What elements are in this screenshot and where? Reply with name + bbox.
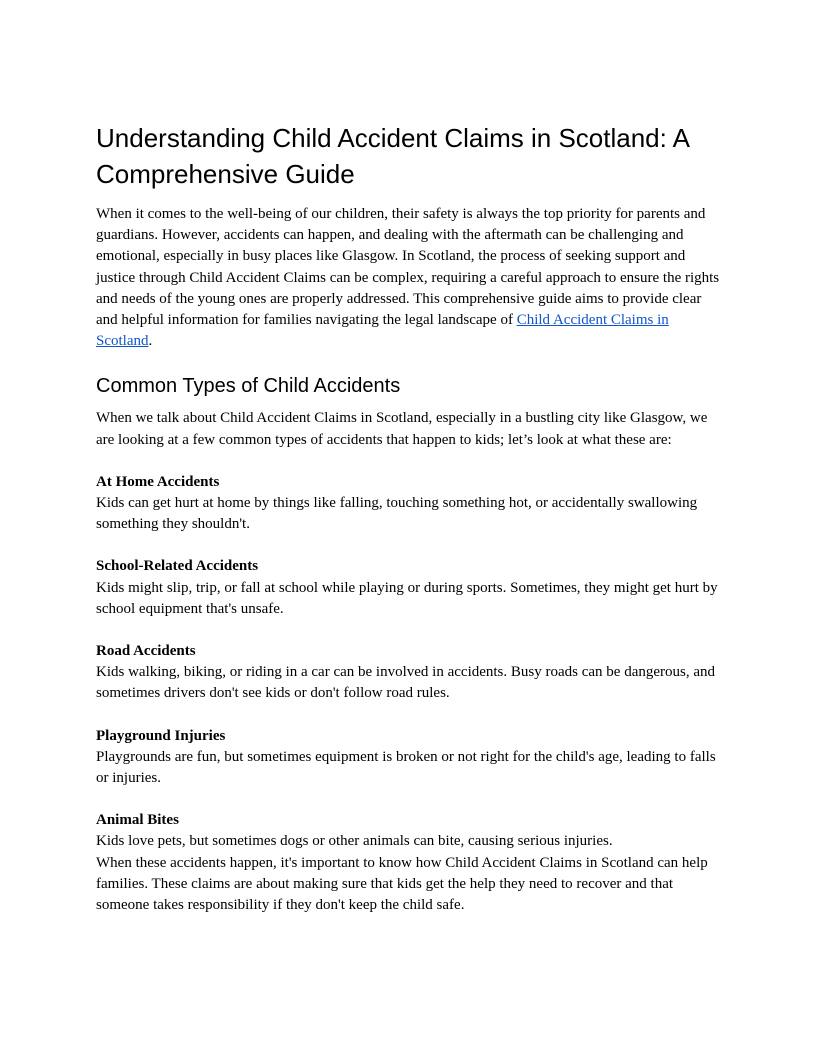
- common-types-intro: When we talk about Child Accident Claims in Scotland, especially in a bustling city like Glasgow, we are looking at a few common types of accidents that happen to kids; let’s look at what these are:: [96, 410, 708, 448]
- accident-type-home: [96, 472, 720, 536]
- accident-type-animal: [96, 810, 720, 916]
- accident-type-body: Kids walking, biking, or riding in a car can be involved in accidents. Busy roads can be dangerous, and sometimes drivers don't see kids or don't follow road rules.: [96, 664, 716, 702]
- intro-paragraph: [96, 204, 720, 352]
- accident-type-title: Animal Bites: [96, 812, 179, 829]
- intro-text-end: .: [148, 333, 153, 350]
- accident-type-title: School-Related Accidents: [96, 558, 259, 575]
- page-title: Understanding Child Accident Claims in Scotland: A Comprehensive Guide: [96, 123, 689, 189]
- accident-type-body: Kids might slip, trip, or fall at school while playing or during sports. Sometimes, they might get hurt by school equipment that's unsafe.: [96, 579, 718, 617]
- accident-type-school: [96, 556, 720, 620]
- accident-type-title: Road Accidents: [96, 643, 196, 660]
- accident-type-title: At Home Accidents: [96, 473, 220, 490]
- accident-type-body: Kids love pets, but sometimes dogs or other animals can bite, causing serious injuries.: [96, 833, 613, 850]
- accident-type-body: Kids can get hurt at home by things like falling, touching something hot, or accidentally swallowing something they shouldn't.: [96, 495, 698, 533]
- closing-paragraph: When these accidents happen, it's important to know how Child Accident Claims in Scotland can help families. These claims are about making sure that kids get the help they need to recover and that someone takes responsibility if they don't keep the child safe.: [96, 854, 708, 914]
- accident-type-playground: [96, 726, 720, 790]
- accident-type-road: [96, 641, 720, 705]
- intro-text: When it comes to the well-being of our children, their safety is always the top priority for parents and guardians. However, accidents can happen, and dealing with the aftermath can be challenging and emotional, especially in busy places like Glasgow. In Scotland, the process of seeking support and justice through Child Accident Claims can be complex, requiring a careful approach to ensure the rights and needs of the young ones are properly addressed. This comprehensive guide aims to provide clear and helpful information for families navigating the legal landscape of: [96, 206, 720, 329]
- accident-type-title: Playground Injuries: [96, 727, 226, 744]
- accident-type-body: Playgrounds are fun, but sometimes equipment is broken or not right for the child's age, leading to falls or injuries.: [96, 748, 716, 787]
- section-heading-common-types: Common Types of Child Accidents: [96, 375, 401, 398]
- document-page: [96, 120, 720, 916]
- child-accident-claims-link[interactable]: Child Accident Claims in Scotland: [96, 312, 669, 350]
